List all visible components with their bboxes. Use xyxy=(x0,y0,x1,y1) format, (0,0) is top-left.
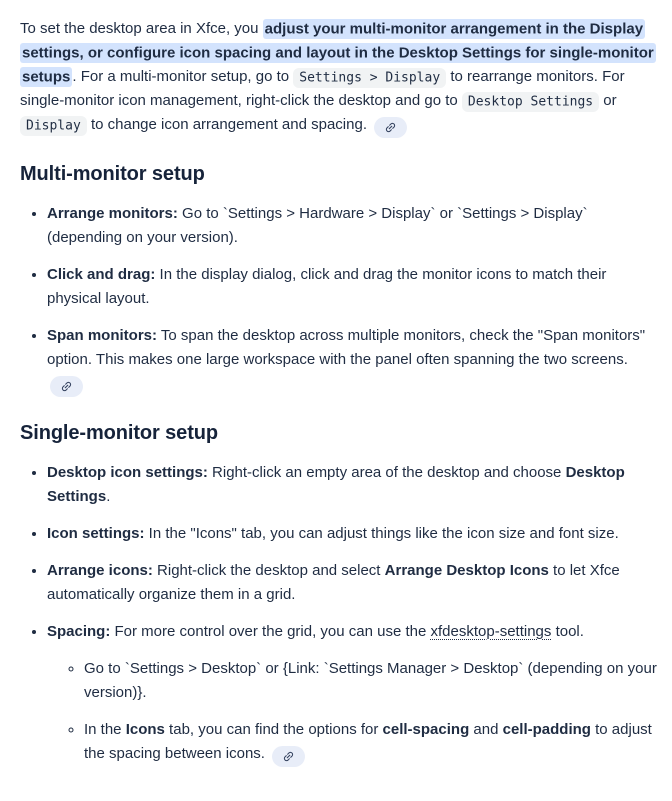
code-chip-settings-display: Settings > Display xyxy=(293,68,446,88)
item-text: to let Xfce automatically organize them in a grid. xyxy=(47,562,620,603)
item-text: In the "Icons" tab, you can adjust things like the icon size and font size. xyxy=(144,525,619,542)
citation-link-button[interactable] xyxy=(50,376,83,397)
item-label: Spacing: xyxy=(47,623,111,640)
item-text: tool. xyxy=(551,623,584,640)
list-item xyxy=(47,522,658,546)
item-label: Arrange icons: xyxy=(47,562,153,579)
list-item xyxy=(47,324,658,397)
link-icon xyxy=(279,747,297,765)
section-heading-single-monitor: Single-monitor setup xyxy=(20,422,219,444)
item-text: . xyxy=(106,488,111,505)
code-chip-desktop-settings: Desktop Settings xyxy=(462,92,599,112)
intro-text: to rearrange monitors. For single-monitor icon management, right-click the desktop and go to xyxy=(20,68,625,109)
item-text: Go to `Settings > Desktop` or {Link: `Settings Manager > Desktop` (depending on your version)}. xyxy=(84,660,657,701)
item-text: In the xyxy=(84,721,126,738)
spacing-sub-list xyxy=(47,657,658,767)
list-item xyxy=(47,461,658,509)
section-heading-multi-monitor: Multi-monitor setup xyxy=(20,163,205,185)
intro-text: To set the desktop area in Xfce, you xyxy=(20,20,263,37)
item-text: Right-click an empty area of the desktop and choose xyxy=(207,464,566,481)
list-item xyxy=(47,559,658,607)
sub-list-item xyxy=(84,718,658,767)
item-text: tab, you can find the options for xyxy=(164,721,383,738)
item-bold-text: cell-spacing xyxy=(382,721,470,738)
item-text: and xyxy=(469,721,503,738)
link-icon xyxy=(381,118,399,136)
sub-list-item xyxy=(84,657,658,705)
link-icon xyxy=(57,377,75,395)
item-text: To span the desktop across multiple monitors, check the "Span monitors" option. This makes one large workspace with the panel often spanning the two screens. xyxy=(47,327,646,368)
intro-text: or xyxy=(599,92,617,109)
item-bold-text: Arrange Desktop Icons xyxy=(384,562,549,579)
item-bold-text: Desktop Settings xyxy=(47,464,625,505)
multi-monitor-list xyxy=(20,202,658,397)
item-text: Right-click the desktop and select xyxy=(152,562,385,579)
citation-link-button[interactable] xyxy=(272,746,305,767)
intro-text: . For a multi-monitor setup, go to xyxy=(72,68,294,85)
item-text: In the display dialog, click and drag the monitor icons to match their physical layout. xyxy=(47,266,607,307)
item-bold-text: cell-padding xyxy=(502,721,591,738)
item-label: Desktop icon settings: xyxy=(47,464,208,481)
list-item xyxy=(47,263,658,311)
list-item xyxy=(47,202,658,250)
item-text: For more control over the grid, you can use the xyxy=(110,623,431,640)
single-monitor-list xyxy=(20,461,658,767)
item-text: to adjust the spacing between icons. xyxy=(84,721,652,762)
intro-paragraph xyxy=(20,17,658,138)
item-label: Arrange monitors: xyxy=(47,205,178,222)
citation-link-button[interactable] xyxy=(374,117,407,138)
item-bold-text: Icons xyxy=(125,721,165,738)
item-label: Click and drag: xyxy=(47,266,156,283)
item-label: Span monitors: xyxy=(47,327,158,344)
list-item xyxy=(47,620,658,767)
intro-text: to change icon arrangement and spacing. xyxy=(86,116,372,133)
xfdesktop-settings-link[interactable]: xfdesktop-settings xyxy=(430,623,552,640)
code-chip-display: Display xyxy=(20,116,87,136)
item-text: Go to `Settings > Hardware > Display` or `Settings > Display` (depending on your version). xyxy=(47,205,588,246)
item-label: Icon settings: xyxy=(47,525,145,542)
highlighted-answer: adjust your multi-monitor arrangement in the Display settings, or configure icon spacing and layout in the Desktop Settings for single-monitor setups xyxy=(22,20,654,85)
